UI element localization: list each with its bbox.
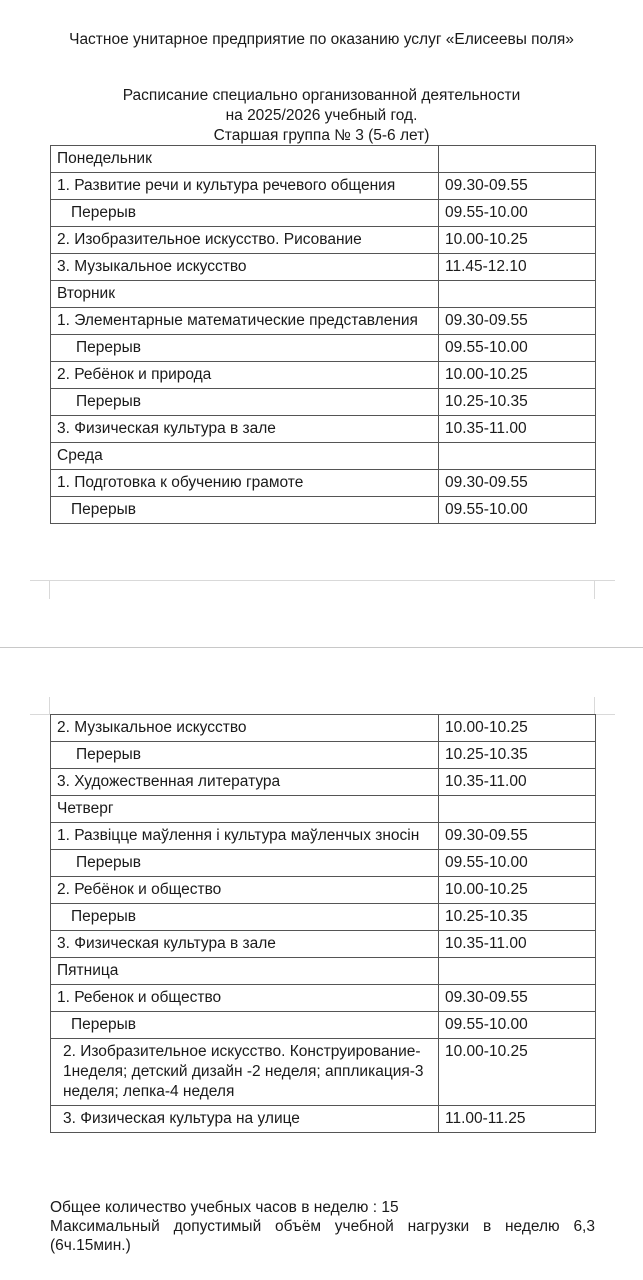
table-row [51,200,596,227]
activity-cell: 2. Изобразительное искусство. Рисование [51,227,439,254]
table-row [51,254,596,281]
break-cell: Перерыв [51,389,439,416]
time-cell: 09.30-09.55 [439,985,596,1012]
table-row [51,335,596,362]
day-name: Пятница [51,958,439,985]
activity-cell: 2. Музыкальное искусство [51,715,439,742]
schedule-table-page1 [50,145,596,524]
max-load: Максимальный допустимый объём учебной нагрузки в неделю 6,3 (6ч.15мин.) [50,1218,595,1254]
table-row [51,877,596,904]
activity-cell: 1. Подготовка к обучению грамоте [51,470,439,497]
activity-cell: 3. Физическая культура в зале [51,416,439,443]
schedule-table-page2 [50,714,596,1133]
time-cell: 11.45-12.10 [439,254,596,281]
table-row [51,497,596,524]
break-cell: Перерыв [51,904,439,931]
activity-cell: 3. Физическая культура на улице [51,1106,439,1133]
time-cell: 10.25-10.35 [439,742,596,769]
table-row [51,769,596,796]
time-cell: 10.35-11.00 [439,416,596,443]
page-separator [0,647,643,648]
page-corner-mark [49,697,50,715]
table-row [51,281,596,308]
time-cell: 10.00-10.25 [439,877,596,904]
title-line: на 2025/2026 учебный год. [225,107,418,124]
time-cell: 09.30-09.55 [439,308,596,335]
activity-cell: 1. Развіцце маўлення і культура маўленчых зносін [51,823,439,850]
page-corner-mark [594,697,595,715]
table-row [51,931,596,958]
group-name: Старшая группа № 3 (5-6 лет) [213,127,430,144]
time-cell: 10.00-10.25 [439,1039,596,1106]
table-row [51,416,596,443]
activity-cell: 3. Художественная литература [51,769,439,796]
activity-cell: 1. Развитие речи и культура речевого общения [51,173,439,200]
break-cell: Перерыв [51,850,439,877]
schedule-title [0,86,643,146]
break-cell: Перерыв [51,200,439,227]
table-row [51,958,596,985]
time-cell: 09.30-09.55 [439,173,596,200]
table-row [51,1106,596,1133]
table-row [51,715,596,742]
table-row [51,823,596,850]
time-cell: 10.00-10.25 [439,362,596,389]
activity-cell: 2. Изобразительное искусство. Конструирование- 1неделя; детский дизайн -2 неделя; аппликация-3 неделя; лепка-4 неделя [51,1039,439,1106]
time-cell [439,796,596,823]
table-row [51,362,596,389]
activity-cell: 2. Ребёнок и природа [51,362,439,389]
time-cell [439,146,596,173]
break-cell: Перерыв [51,335,439,362]
table-row [51,443,596,470]
day-name: Четверг [51,796,439,823]
time-cell [439,443,596,470]
time-cell [439,958,596,985]
time-cell: 10.35-11.00 [439,769,596,796]
activity-cell: 3. Физическая культура в зале [51,931,439,958]
time-cell: 10.25-10.35 [439,389,596,416]
activity-cell: 2. Ребёнок и общество [51,877,439,904]
time-cell: 09.55-10.00 [439,335,596,362]
page-corner-mark [49,581,50,599]
table-row [51,1039,596,1106]
table-row [51,796,596,823]
time-cell: 09.55-10.00 [439,1012,596,1039]
title-line: Расписание специально организованной деятельности [122,87,521,104]
time-cell: 09.55-10.00 [439,850,596,877]
time-cell: 10.25-10.35 [439,904,596,931]
time-cell: 10.35-11.00 [439,931,596,958]
time-cell: 11.00-11.25 [439,1106,596,1133]
table-row [51,173,596,200]
day-name: Понедельник [51,146,439,173]
total-hours: Общее количество учебных часов в неделю : 15 [50,1199,399,1216]
table-row [51,227,596,254]
organization-name: Частное унитарное предприятие по оказанию услуг «Елисеевы поля» [69,31,574,48]
table-row [51,308,596,335]
table-row [51,985,596,1012]
table-row [51,1012,596,1039]
activity-cell: 1. Ребенок и общество [51,985,439,1012]
time-cell: 10.00-10.25 [439,227,596,254]
page-break [0,583,643,713]
table-row [51,389,596,416]
break-cell: Перерыв [51,497,439,524]
time-cell: 09.55-10.00 [439,200,596,227]
table-row [51,742,596,769]
day-name: Среда [51,443,439,470]
time-cell: 10.00-10.25 [439,715,596,742]
time-cell [439,281,596,308]
break-cell: Перерыв [51,742,439,769]
time-cell: 09.30-09.55 [439,470,596,497]
table-row [51,146,596,173]
page-corner-mark [594,581,595,599]
time-cell: 09.55-10.00 [439,497,596,524]
table-row [51,850,596,877]
table-row [51,470,596,497]
activity-cell: 1. Элементарные математические представления [51,308,439,335]
activity-cell: 3. Музыкальное искусство [51,254,439,281]
day-name: Вторник [51,281,439,308]
footer-notes [50,1198,595,1255]
table-row [51,904,596,931]
page-corner-mark [30,580,615,581]
break-cell: Перерыв [51,1012,439,1039]
time-cell: 09.30-09.55 [439,823,596,850]
